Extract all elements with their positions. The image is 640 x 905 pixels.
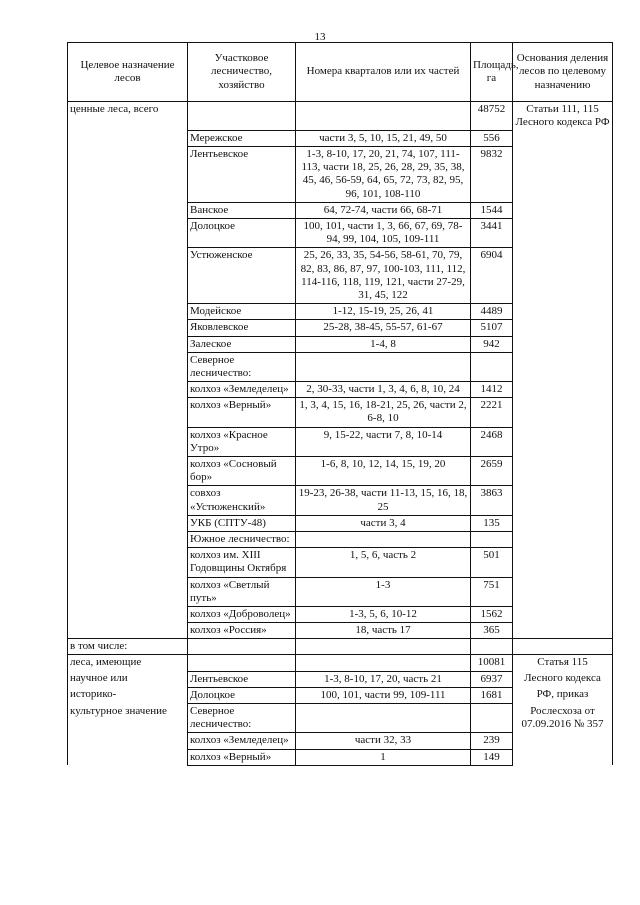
- cell-basis: [513, 749, 613, 765]
- table-row: [68, 130, 613, 146]
- cell-purpose: [68, 515, 188, 531]
- cell-unit: колхоз «Земледелец»: [188, 733, 296, 749]
- cell-quarters: [296, 704, 471, 733]
- cell-basis: [513, 398, 613, 427]
- cell-area: 2659: [471, 457, 513, 486]
- cell-unit: Яковлевское: [188, 320, 296, 336]
- cell-purpose: [68, 336, 188, 352]
- table-row: [68, 457, 613, 486]
- cell-area: 365: [471, 623, 513, 639]
- cell-area: 9832: [471, 147, 513, 203]
- cell-purpose: [68, 427, 188, 456]
- table-row: [68, 382, 613, 398]
- cell-area: 135: [471, 515, 513, 531]
- cell-area: 48752: [471, 102, 513, 131]
- cell-purpose: [68, 733, 188, 749]
- table-row: [68, 577, 613, 606]
- header-unit: Участковое лесничество, хозяйство: [188, 43, 296, 102]
- cell-unit: совхоз «Устюженский»: [188, 486, 296, 515]
- cell-quarters: 1-3, 8-10, 17, 20, часть 21: [296, 671, 471, 687]
- cell-basis: [513, 486, 613, 515]
- cell-quarters: [296, 102, 471, 131]
- cell-area: 556: [471, 130, 513, 146]
- cell-unit: колхоз «Красное Утро»: [188, 427, 296, 456]
- cell-area: 1562: [471, 606, 513, 622]
- cell-unit: УКБ (СПТУ-48): [188, 515, 296, 531]
- cell-basis: [513, 639, 613, 655]
- cell-area: 6937: [471, 671, 513, 687]
- cell-basis: [513, 147, 613, 203]
- cell-purpose: [68, 202, 188, 218]
- cell-quarters: 1-3, 8-10, 17, 20, 21, 74, 107, 111-113, части 18, 25, 26, 28, 29, 35, 38, 45, 46, 56-59, 64, 65, 72, 73, 82, 95, 96, 101, 108-110: [296, 147, 471, 203]
- table-row: [68, 202, 613, 218]
- cell-purpose: леса, имеющие: [68, 655, 188, 671]
- cell-purpose: [68, 248, 188, 304]
- table-row: [68, 102, 613, 131]
- cell-area: 1681: [471, 687, 513, 703]
- cell-basis: Рослесхоза от 07.09.2016 № 357: [513, 704, 613, 733]
- table-row: [68, 248, 613, 304]
- cell-basis: [513, 733, 613, 749]
- cell-basis: [513, 219, 613, 248]
- table-row: [68, 606, 613, 622]
- cell-unit: Лентьевское: [188, 671, 296, 687]
- forest-purpose-table: [67, 42, 613, 766]
- cell-area: 1544: [471, 202, 513, 218]
- cell-purpose: [68, 130, 188, 146]
- table-row: [68, 704, 613, 733]
- cell-quarters: 18, часть 17: [296, 623, 471, 639]
- cell-purpose: научное или: [68, 671, 188, 687]
- cell-area: 10081: [471, 655, 513, 671]
- cell-unit: Северное лесничество:: [188, 704, 296, 733]
- cell-purpose: [68, 606, 188, 622]
- cell-basis: [513, 577, 613, 606]
- table-row: [68, 427, 613, 456]
- cell-area: 751: [471, 577, 513, 606]
- cell-quarters: 1, 5, 6, часть 2: [296, 548, 471, 577]
- cell-area: 6904: [471, 248, 513, 304]
- cell-unit: Залеское: [188, 336, 296, 352]
- cell-area: 501: [471, 548, 513, 577]
- table-row: [68, 623, 613, 639]
- cell-basis: [513, 336, 613, 352]
- cell-purpose: [68, 749, 188, 765]
- cell-unit: Южное лесничество:: [188, 531, 296, 547]
- cell-area: [471, 639, 513, 655]
- cell-unit: Ванское: [188, 202, 296, 218]
- table-row: [68, 671, 613, 687]
- cell-quarters: 100, 101, части 1, 3, 66, 67, 69, 78-94, 99, 104, 105, 109-111: [296, 219, 471, 248]
- cell-unit: колхоз «Россия»: [188, 623, 296, 639]
- cell-purpose: в том числе:: [68, 639, 188, 655]
- header-area: Площадь, га: [471, 43, 513, 102]
- cell-unit: [188, 102, 296, 131]
- cell-unit: колхоз «Светлый путь»: [188, 577, 296, 606]
- cell-purpose: [68, 219, 188, 248]
- table-body: [68, 102, 613, 766]
- cell-purpose: ценные леса, всего: [68, 102, 188, 131]
- cell-area: 149: [471, 749, 513, 765]
- cell-basis: [513, 531, 613, 547]
- cell-purpose: [68, 398, 188, 427]
- cell-quarters: 1-3: [296, 577, 471, 606]
- table-row: [68, 531, 613, 547]
- cell-area: 239: [471, 733, 513, 749]
- cell-purpose: [68, 304, 188, 320]
- table-row: [68, 398, 613, 427]
- table-row: [68, 687, 613, 703]
- cell-unit: [188, 655, 296, 671]
- cell-basis: [513, 130, 613, 146]
- cell-unit: колхоз им. XIII Годовщины Октября: [188, 548, 296, 577]
- cell-basis: [513, 606, 613, 622]
- cell-area: 3441: [471, 219, 513, 248]
- table-row: [68, 352, 613, 381]
- table-row: [68, 548, 613, 577]
- cell-area: 2468: [471, 427, 513, 456]
- cell-unit: колхоз «Доброволец»: [188, 606, 296, 622]
- cell-basis: [513, 427, 613, 456]
- cell-basis: [513, 248, 613, 304]
- cell-purpose: [68, 320, 188, 336]
- table-row: [68, 486, 613, 515]
- cell-area: [471, 531, 513, 547]
- table-row: [68, 219, 613, 248]
- table-row: [68, 304, 613, 320]
- cell-quarters: 25-28, 38-45, 55-57, 61-67: [296, 320, 471, 336]
- cell-quarters: части 32, 33: [296, 733, 471, 749]
- cell-unit: колхоз «Сосновый бор»: [188, 457, 296, 486]
- cell-purpose: [68, 352, 188, 381]
- header-purpose: Целевое назначение лесов: [68, 43, 188, 102]
- cell-unit: Модейское: [188, 304, 296, 320]
- cell-basis: Лесного кодекса: [513, 671, 613, 687]
- cell-purpose: [68, 531, 188, 547]
- cell-unit: Устюженское: [188, 248, 296, 304]
- cell-purpose: [68, 457, 188, 486]
- cell-area: 3863: [471, 486, 513, 515]
- cell-quarters: 1-12, 15-19, 25, 26, 41: [296, 304, 471, 320]
- cell-area: [471, 704, 513, 733]
- cell-area: 4489: [471, 304, 513, 320]
- cell-basis: РФ, приказ: [513, 687, 613, 703]
- cell-basis: [513, 304, 613, 320]
- cell-purpose: культурное значение: [68, 704, 188, 733]
- table-row: [68, 749, 613, 765]
- cell-quarters: 100, 101, части 99, 109-111: [296, 687, 471, 703]
- cell-basis: Статьи 111, 115 Лесного кодекса РФ: [513, 102, 613, 131]
- table-row: [68, 639, 613, 655]
- cell-quarters: 64, 72-74, части 66, 68-71: [296, 202, 471, 218]
- cell-quarters: 1: [296, 749, 471, 765]
- cell-quarters: 9, 15-22, части 7, 8, 10-14: [296, 427, 471, 456]
- cell-area: 2221: [471, 398, 513, 427]
- cell-purpose: историко-: [68, 687, 188, 703]
- table-row: [68, 733, 613, 749]
- cell-quarters: 1-4, 8: [296, 336, 471, 352]
- cell-basis: [513, 548, 613, 577]
- cell-unit: колхоз «Земледелец»: [188, 382, 296, 398]
- table-row: [68, 336, 613, 352]
- cell-basis: [513, 320, 613, 336]
- cell-area: 1412: [471, 382, 513, 398]
- header-basis: Основания деления лесов по целевому назначению: [513, 43, 613, 102]
- cell-area: 942: [471, 336, 513, 352]
- cell-purpose: [68, 382, 188, 398]
- cell-unit: колхоз «Верный»: [188, 398, 296, 427]
- cell-basis: [513, 623, 613, 639]
- cell-quarters: 1, 3, 4, 15, 16, 18-21, 25, 26, части 2, 6-8, 10: [296, 398, 471, 427]
- cell-unit: Мережское: [188, 130, 296, 146]
- cell-quarters: [296, 639, 471, 655]
- table-header-row: [68, 43, 613, 102]
- cell-area: 5107: [471, 320, 513, 336]
- cell-area: [471, 352, 513, 381]
- header-quarters: Номера кварталов или их частей: [296, 43, 471, 102]
- cell-unit: Долоцкое: [188, 219, 296, 248]
- table-row: [68, 655, 613, 671]
- cell-quarters: 19-23, 26-38, части 11-13, 15, 16, 18, 25: [296, 486, 471, 515]
- table-row: [68, 515, 613, 531]
- cell-quarters: части 3, 4: [296, 515, 471, 531]
- cell-basis: [513, 515, 613, 531]
- cell-unit: Северное лесничество:: [188, 352, 296, 381]
- cell-basis: [513, 352, 613, 381]
- cell-basis: [513, 382, 613, 398]
- cell-purpose: [68, 577, 188, 606]
- cell-basis: Статья 115: [513, 655, 613, 671]
- cell-quarters: [296, 352, 471, 381]
- cell-purpose: [68, 623, 188, 639]
- cell-quarters: части 3, 5, 10, 15, 21, 49, 50: [296, 130, 471, 146]
- table-row: [68, 147, 613, 203]
- cell-quarters: 1-6, 8, 10, 12, 14, 15, 19, 20: [296, 457, 471, 486]
- cell-basis: [513, 457, 613, 486]
- cell-basis: [513, 202, 613, 218]
- page-number: 13: [314, 31, 326, 43]
- cell-quarters: 1-3, 5, 6, 10-12: [296, 606, 471, 622]
- cell-unit: Долоцкое: [188, 687, 296, 703]
- cell-quarters: [296, 531, 471, 547]
- cell-unit: колхоз «Верный»: [188, 749, 296, 765]
- cell-quarters: 25, 26, 33, 35, 54-56, 58-61, 70, 79, 82, 83, 86, 87, 97, 100-103, 111, 112, 114-116, 118, 119, 121, части 27-29, 31, 45, 122: [296, 248, 471, 304]
- cell-unit: [188, 639, 296, 655]
- cell-purpose: [68, 147, 188, 203]
- cell-purpose: [68, 548, 188, 577]
- cell-unit: Лентьевское: [188, 147, 296, 203]
- cell-quarters: 2, 30-33, части 1, 3, 4, 6, 8, 10, 24: [296, 382, 471, 398]
- table-row: [68, 320, 613, 336]
- cell-purpose: [68, 486, 188, 515]
- cell-quarters: [296, 655, 471, 671]
